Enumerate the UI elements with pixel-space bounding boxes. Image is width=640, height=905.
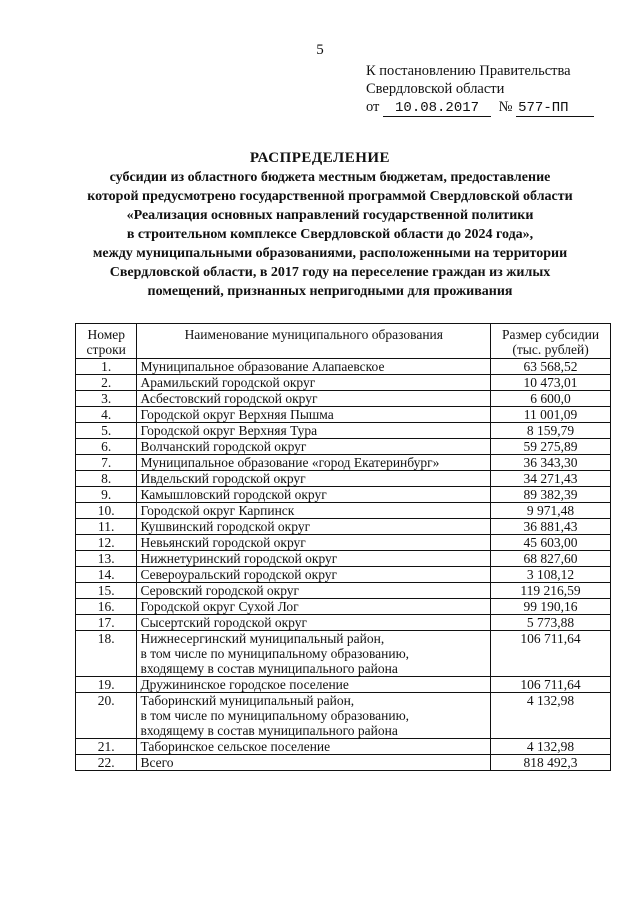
row-number: 4. [76, 407, 137, 423]
row-name [137, 677, 491, 693]
table-row [76, 359, 611, 375]
subtitle-line: между муниципальными образованиями, расположенными на территории [92, 246, 568, 261]
row-amount: 106 711,64 [491, 677, 611, 693]
row-name-line: Городской округ Верхняя Тура [140, 423, 318, 438]
subtitle-line: Свердловской области, в 2017 году на переселение граждан из жилых [109, 265, 551, 280]
row-number: 13. [76, 551, 137, 567]
row-name-line: Сысертский городской округ [140, 615, 308, 630]
row-amount: 8 159,79 [491, 423, 611, 439]
row-number: 18. [76, 631, 137, 677]
row-name-line: Кушвинский городской округ [140, 519, 311, 534]
subtitle-line: которой предусмотрено государственной программой Свердловской области [87, 189, 573, 204]
table-row [76, 693, 611, 739]
row-name-line: Асбестовский городской округ [140, 391, 318, 406]
subsidy-table [75, 323, 611, 771]
subtitle-line: помещений, признанных непригодными для проживания [147, 284, 513, 299]
row-number: 8. [76, 471, 137, 487]
row-name-line: Нижнесергинский муниципальный район, [140, 631, 385, 646]
row-name [137, 407, 491, 423]
table-row [76, 519, 611, 535]
table-header-row [76, 324, 611, 359]
page-number: 5 [316, 42, 324, 58]
row-name [137, 423, 491, 439]
row-amount: 63 568,52 [491, 359, 611, 375]
row-name-line: Таборинский муниципальный район, [140, 693, 355, 708]
row-number: 2. [76, 375, 137, 391]
row-name [137, 503, 491, 519]
row-amount: 99 190,16 [491, 599, 611, 615]
table-row [76, 455, 611, 471]
table-row [76, 391, 611, 407]
row-amount: 119 216,59 [491, 583, 611, 599]
row-amount: 9 971,48 [491, 503, 611, 519]
row-number: 22. [76, 755, 137, 771]
row-name-line: Серовский городской округ [140, 583, 300, 598]
row-name [137, 391, 491, 407]
row-name [137, 359, 491, 375]
row-name [137, 551, 491, 567]
row-number: 12. [76, 535, 137, 551]
table-row [76, 567, 611, 583]
table-row [76, 631, 611, 677]
row-number: 21. [76, 739, 137, 755]
table-row [76, 677, 611, 693]
row-name [137, 471, 491, 487]
approval-number-label: № [498, 99, 513, 115]
subtitle-line: субсидии из областного бюджета местным бюджетам, предоставление [109, 170, 551, 185]
approval-line-2: Свердловской области [366, 81, 505, 97]
subtitle-line: в строительном комплексе Свердловской области до 2024 года», [126, 227, 534, 242]
table-row [76, 487, 611, 503]
document-title: РАСПРЕДЕЛЕНИЕ [249, 150, 391, 166]
row-name-line: Североуральский городской округ [140, 567, 338, 582]
row-number: 7. [76, 455, 137, 471]
row-number: 6. [76, 439, 137, 455]
row-name-line: в том числе по муниципальному образованию, [140, 646, 410, 661]
header-amount-line-2: (тыс. рублей) [512, 342, 589, 357]
row-name [137, 375, 491, 391]
row-name [137, 535, 491, 551]
header-number [76, 324, 137, 359]
row-amount: 89 382,39 [491, 487, 611, 503]
table-row [76, 423, 611, 439]
row-name-line: Волчанский городской округ [140, 439, 307, 454]
row-name [137, 583, 491, 599]
row-name-line: входящему в состав муниципального района [140, 723, 398, 738]
row-name [137, 755, 491, 771]
row-name-line: Муниципальное образование «город Екатеринбург» [140, 455, 440, 470]
table-row [76, 615, 611, 631]
row-name-line: Нижнетуринский городской округ [140, 551, 338, 566]
row-number: 1. [76, 359, 137, 375]
row-name [137, 487, 491, 503]
table-row [76, 535, 611, 551]
table-row [76, 471, 611, 487]
table-row [76, 503, 611, 519]
approval-from-label: от [366, 99, 380, 115]
approval-line-1: К постановлению Правительства [366, 63, 571, 79]
table-row [76, 755, 611, 771]
row-name [137, 567, 491, 583]
row-amount: 45 603,00 [491, 535, 611, 551]
row-number: 17. [76, 615, 137, 631]
row-amount: 36 343,30 [491, 455, 611, 471]
subtitle-line: «Реализация основных направлений государственной политики [126, 208, 534, 223]
row-number: 9. [76, 487, 137, 503]
row-name-line: Дружининское городское поселение [140, 677, 349, 692]
row-number: 5. [76, 423, 137, 439]
row-name-line: Камышловский городской округ [140, 487, 327, 502]
header-number-line-2: строки [86, 342, 126, 357]
row-name-line: в том числе по муниципальному образованию, [140, 708, 410, 723]
row-name [137, 631, 491, 677]
row-name-line: Ивдельский городской округ [140, 471, 306, 486]
table-row [76, 375, 611, 391]
row-name-line: Городской округ Карпинск [140, 503, 295, 518]
row-amount: 5 773,88 [491, 615, 611, 631]
header-amount [491, 324, 611, 359]
row-name [137, 599, 491, 615]
row-amount: 34 271,43 [491, 471, 611, 487]
table-row [76, 407, 611, 423]
row-name [137, 455, 491, 471]
table-row [76, 599, 611, 615]
header-amount-line-1: Размер субсидии [502, 327, 600, 342]
table-row [76, 739, 611, 755]
table-body [76, 359, 611, 771]
row-amount: 3 108,12 [491, 567, 611, 583]
row-amount: 106 711,64 [491, 631, 611, 677]
row-name-line: Городской округ Верхняя Пышма [140, 407, 334, 422]
row-number: 3. [76, 391, 137, 407]
row-amount: 59 275,89 [491, 439, 611, 455]
row-number: 15. [76, 583, 137, 599]
table-row [76, 551, 611, 567]
row-name-line: Городской округ Сухой Лог [140, 599, 299, 614]
row-amount: 11 001,09 [491, 407, 611, 423]
row-name-line: Невьянский городской округ [140, 535, 306, 550]
header-number-line-1: Номер [87, 327, 125, 342]
row-name-line: Муниципальное образование Алапаевское [140, 359, 385, 374]
row-amount: 4 132,98 [491, 693, 611, 739]
row-amount: 36 881,43 [491, 519, 611, 535]
approval-number: 577-ПП [516, 101, 594, 117]
row-number: 19. [76, 677, 137, 693]
row-amount: 68 827,60 [491, 551, 611, 567]
row-name [137, 693, 491, 739]
approval-date-row [366, 98, 594, 117]
table-row [76, 583, 611, 599]
row-amount: 6 600,0 [491, 391, 611, 407]
row-name [137, 439, 491, 455]
row-name-line: Таборинское сельское поселение [140, 739, 331, 754]
row-number: 11. [76, 519, 137, 535]
approval-block [366, 62, 594, 117]
row-number: 10. [76, 503, 137, 519]
row-number: 14. [76, 567, 137, 583]
row-amount: 818 492,3 [491, 755, 611, 771]
table-row [76, 439, 611, 455]
document-subtitle [70, 168, 590, 301]
row-name [137, 519, 491, 535]
header-name: Наименование муниципального образования [137, 324, 491, 359]
row-name [137, 739, 491, 755]
row-name-line: Арамильский городской округ [140, 375, 316, 390]
approval-date: 10.08.2017 [383, 101, 491, 117]
row-name-line: Всего [140, 755, 174, 770]
row-amount: 10 473,01 [491, 375, 611, 391]
row-name [137, 615, 491, 631]
row-number: 20. [76, 693, 137, 739]
row-name-line: входящему в состав муниципального района [140, 661, 398, 676]
row-number: 16. [76, 599, 137, 615]
row-amount: 4 132,98 [491, 739, 611, 755]
